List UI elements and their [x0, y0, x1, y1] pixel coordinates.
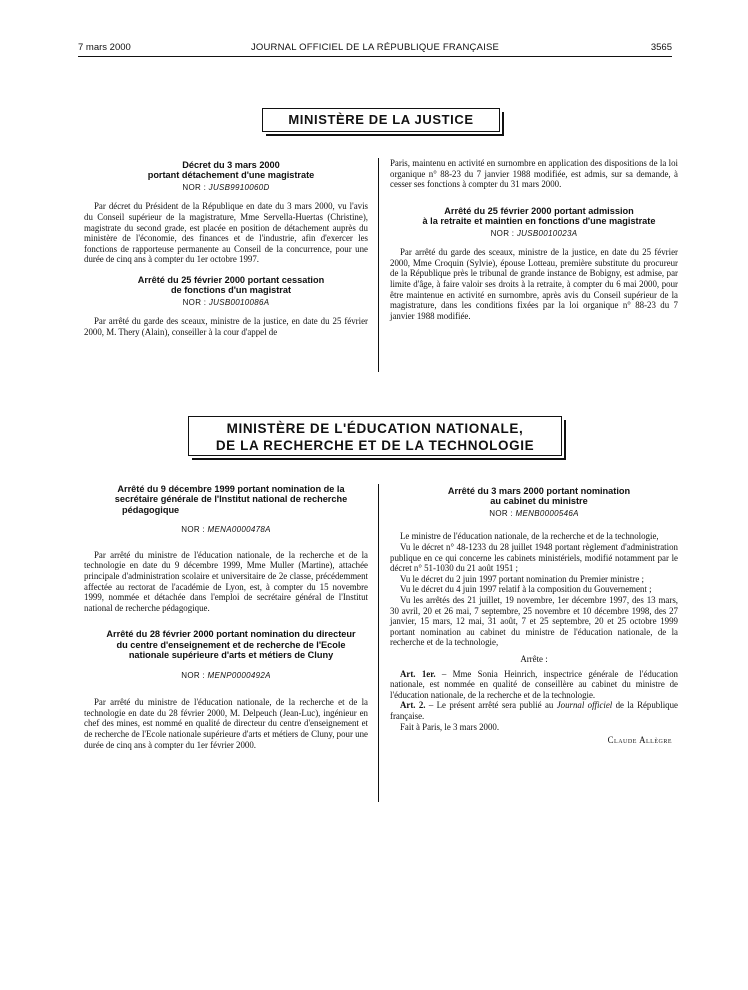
article-1-label: Art. 1er.	[400, 668, 436, 679]
decree-title-line: nationale supérieure d'arts et métiers de Cluny	[128, 650, 334, 661]
decree-paragraph: Vu les arrêtés des 21 juillet, 19 novembre, 1er décembre 1997, des 13 mars, 30 avril, 20 et 26 mai, 7 septembre, 25 novembre et 10 décembre 1998, des 27 janvier, 15 mars, 12 mai, 31 août, 7 et 25 septembre, 20 et 25 octobre 1999 portant nomination au cabinet du ministre de l'éducation nationale, de la recherche et de la technologie,	[390, 594, 678, 648]
header-rule	[78, 56, 672, 57]
column-divider	[378, 484, 379, 802]
fait-a-paris: Fait à Paris, le 3 mars 2000.	[400, 721, 500, 732]
nor-reference: NOR : JUSB9910060D	[182, 182, 270, 192]
decree-title-line: secrétaire générale de l'Institut national de recherche	[114, 494, 348, 505]
decree-title-line: pédagogique	[122, 504, 180, 515]
decree-body: Par arrêté du ministre de l'éducation nationale, de la recherche et de la technologie en date du 28 février 2000, M. Delpeuch (Jean-Luc), ingénieur en chef des mines, est nommé en qualité de directeur du centre d'enseignement et de recherche de l'Ecole nationale supérieure d'arts et métiers de Cluny, pour une durée de cinq ans à compter du 1er février 2000.	[84, 697, 368, 750]
decree-title-line: Arrêté du 3 mars 2000 portant nomination	[447, 486, 631, 496]
nor-code: MENB0000546A	[515, 508, 579, 518]
nor-reference: NOR : JUSB0010086A	[182, 297, 270, 307]
justice-left-column	[84, 160, 368, 338]
decree-body-continued: Paris, maintenu en activité en surnombre en application des dispositions de la loi organique n° 88-23 du 7 janvier 1988 modifiée, est admis, sur sa demande, à cesser ses fonctions à compter du 31 mars 2000.	[390, 158, 678, 190]
nor-reference: NOR : MENP0000492A	[181, 670, 271, 680]
arrete-label: Arrête :	[520, 653, 548, 664]
decree-body: Par arrêté du garde des sceaux, ministre de la justice, en date du 25 février 2000, Mme Croquin (Sylvie), épouse Lotteau, première substitute du procureur de la République près le tribunal de grande instance de Bobigny, est admise, par limite d'âge, à faire valoir ses droits à la retraite, à compter du 6 mai 2000, pour être maintenue en activité en surnombre, après avis du Conseil supérieur de la magistrature, dans les conditions fixées par la loi organique n° 88-23 du 7 janvier 1988 modifiée.	[390, 247, 678, 321]
decree-title-line: Décret du 3 mars 2000	[182, 160, 280, 170]
decree-body: Par décret du Président de la République en date du 3 mars 2000, vu l'avis du Conseil supérieur de la magistrature, Mme Servella-Huertas (Christine), magistrate du second grade, est placée en position de détachement auprès du ministère de l'économie, des finances et de l'industrie, afin d'exercer les fonctions de rapporteuse permanente au Conseil de la concurrence, pour une durée de cinq ans à compter du 1er octobre 1997.	[84, 201, 368, 265]
nor-code: JUSB0010086A	[208, 297, 270, 307]
nor-code: JUSB0010023A	[516, 228, 578, 238]
nor-reference: NOR : MENA0000478A	[181, 525, 271, 535]
education-left-column	[84, 484, 368, 750]
decree-body: Par arrêté du ministre de l'éducation nationale, de la recherche et de la technologie en date du 9 décembre 1999, Mme Muller (Martine), attachée principale d'administration scolaire et universitaire de 2e classe, précédemment affectée au rectorat de l'académie de Lyon, est, à compter du 15 novembre 1999, nommée et détachée dans l'emploi de secrétaire général de l'Institut national de recherche pédagogique.	[84, 549, 368, 613]
journal-title: JOURNAL OFFICIEL DE LA RÉPUBLIQUE FRANÇAISE	[250, 42, 500, 53]
justice-right-column	[390, 158, 678, 321]
nor-reference: NOR : JUSB0010023A	[490, 228, 578, 238]
ministry-justice-title: MINISTÈRE DE LA JUSTICE	[288, 112, 474, 127]
page-header	[78, 42, 672, 56]
decree-title-line: portant détachement d'une magistrate	[147, 170, 315, 181]
decree-title-line: du centre d'enseignement et de recherche de l'Ecole	[116, 639, 346, 650]
decree-title-line: à la retraite et maintien en fonctions d'une magistrate	[422, 216, 656, 227]
ministry-justice-banner	[262, 108, 500, 132]
ministry-education-banner	[188, 416, 562, 456]
decree-title-line: Arrêté du 25 février 2000 portant cessation	[137, 274, 325, 285]
column-divider	[378, 158, 379, 372]
decree-title-line: au cabinet du ministre	[490, 496, 588, 507]
decree-title-line: Arrêté du 25 février 2000 portant admission	[444, 205, 634, 216]
article-1	[390, 669, 678, 701]
decree-title-line: Arrêté du 28 février 2000 portant nomination du directeur	[106, 629, 356, 640]
decree-paragraph: Vu le décret du 4 juin 1997 relatif à la composition du Gouvernement ;	[400, 584, 652, 595]
journal-officiel-italic: Journal officiel	[556, 700, 613, 711]
page-number: 3565	[650, 42, 672, 53]
decree-title-line: de fonctions d'un magistrat	[170, 285, 292, 296]
decree-body: Par arrêté du garde des sceaux, ministre de la justice, en date du 25 février 2000, M. Thery (Alain), conseiller à la cour d'appel de	[84, 316, 368, 337]
ministry-education-title-line: MINISTÈRE DE L'ÉDUCATION NATIONALE,	[226, 421, 524, 436]
article-1-text: – Mme Sonia Heinrich, inspectrice générale de l'éducation nationale, est nommée en qualité de conseillère au cabinet du ministre de l'éducation nationale, de la recherche et de la technologie.	[390, 668, 678, 700]
article-2-label: Art. 2.	[400, 700, 426, 711]
decree-paragraph: Le ministre de l'éducation nationale, de la recherche et de la technologie,	[400, 531, 659, 542]
decree-title-line: Arrêté du 9 décembre 1999 portant nomination de la	[117, 484, 345, 494]
decree-paragraph: Vu le décret n° 48-1233 du 28 juillet 1948 portant règlement d'administration publique en ce qui concerne les cabinets ministériels, modifié notamment par le décret n° 51-1030 du 21 août 1951 ;	[390, 542, 678, 574]
nor-code: MENA0000478A	[207, 525, 271, 535]
nor-reference: NOR : MENB0000546A	[489, 508, 579, 518]
nor-code: JUSB9910060D	[208, 182, 270, 192]
decree-paragraph: Vu le décret du 2 juin 1997 portant nomination du Premier ministre ;	[400, 573, 644, 584]
article-2: Art. 2. – Le présent arrêté sera publié au Journal officiel de la République française.	[390, 700, 678, 721]
education-right-column	[390, 486, 678, 746]
nor-code: MENP0000492A	[207, 670, 271, 680]
ministry-education-title-line: DE LA RECHERCHE ET DE LA TECHNOLOGIE	[215, 438, 535, 453]
signature: Claude Allègre	[607, 735, 672, 746]
header-date: 7 mars 2000	[78, 42, 131, 53]
